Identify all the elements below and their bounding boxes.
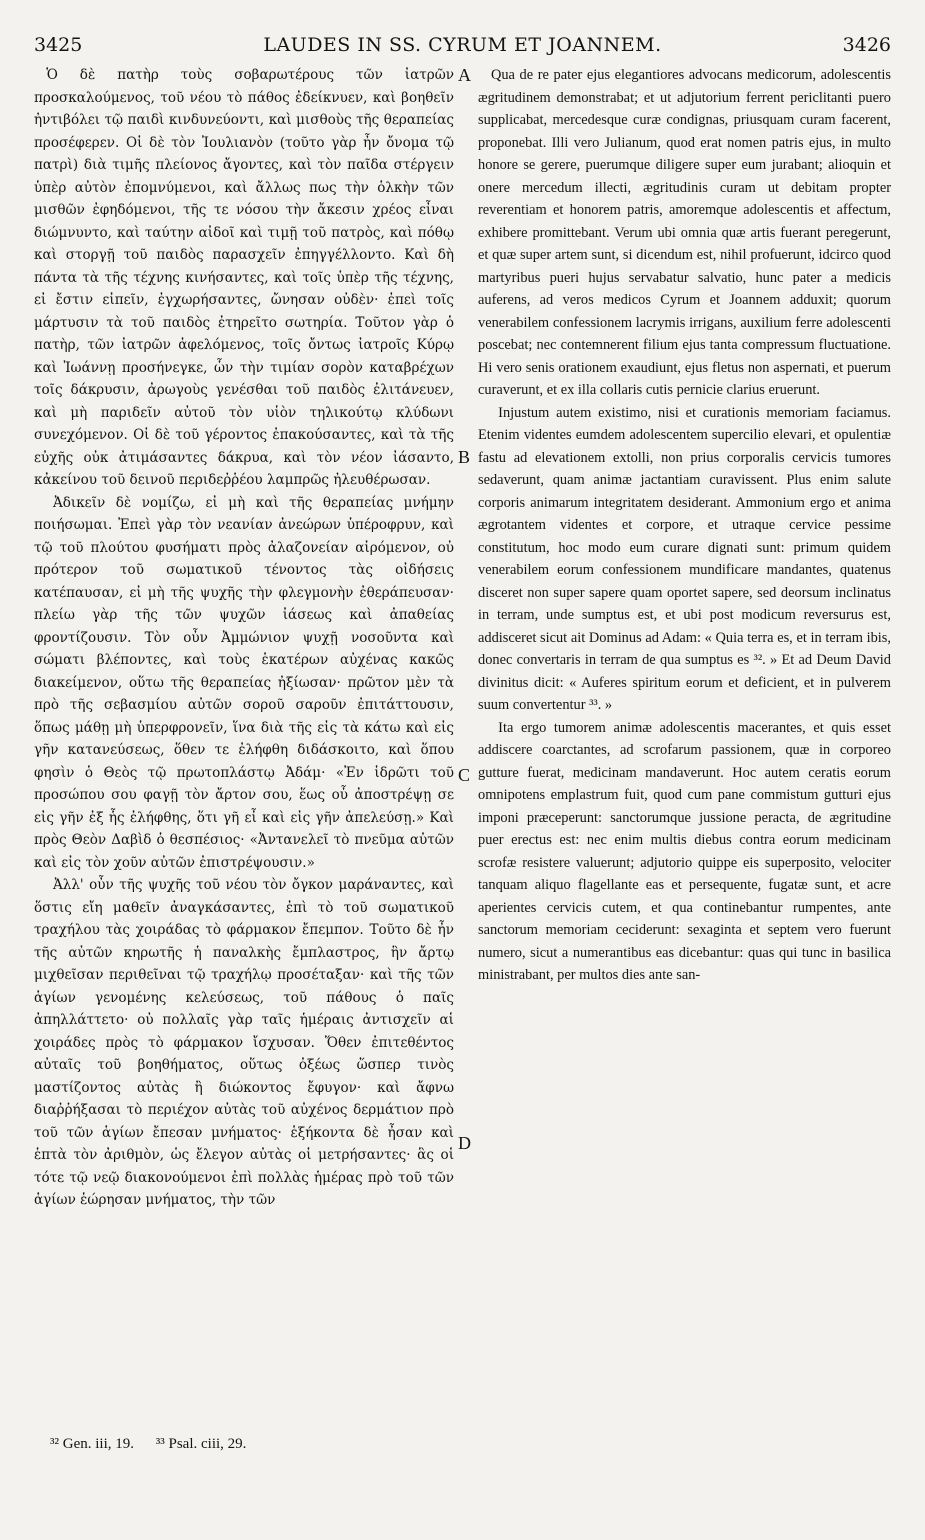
greek-paragraph-2: Ἀδικεῖν δὲ νομίζω, εἰ μὴ καὶ τῆς θεραπείας μνήμην ποιήσωμαι. Ἐπεὶ γὰρ τὸν νεανίαν ἀνεώρων ὑπέροφρυν, καὶ τῷ τοῦ πλούτου φυσήματι πρὸς ἀλαζονείαν αἰρόμενον, οὐ πρότερον τοῦ σωματικοῦ τένοντος τὰς οἰδήσεις κατέπαυσαν, εἰ μὴ τῆς ψυχῆς τὴν φλεγμονὴν ἐθεράπευσαν· πλείω γὰρ τῆς τῶν ψυχῶν ἰάσεως καὶ ἀπαθείας φροντίζουσιν. Τὸν οὖν Ἀμμώνιον ψυχῇ νοσοῦντα καὶ σώματι βλέποντες, καὶ τοὺς ἑκατέρων αὐχένας κακῶς διακείμενον, οὕτω τῆς θεραπείας ἠξίωσαν· πρῶτον μὲν τὰ πρὸ τῆς σεβασμίου αὐτῶν σοροῦ σαροῦν ἐπιτάττουσιν, ὅπως μάθῃ μὴ ὑπερφρονεῖν, ἵνα διὰ τῆς εἰς τὰ κάτω καὶ εἰς γῆν κατανεύσεως, ὅθεν τε ἐλήφθη διδάσκοιτο, καὶ ὅπου φησὶν ὁ Θεὸς τῷ πρωτοπλάστῳ Ἀδάμ· «Ἐν ἱδρῶτι τοῦ προσώπου σου φαγῇ τὸν ἄρτον σου, ἕως οὗ ἀποστρέψῃ σε εἰς γῆν ἐξ ἧς ἐλήφθης, ὅτι γῆ εἶ καὶ εἰς γῆν ἀπελεύσῃ.» Καὶ πρὸς Θεὸν Δαβὶδ ὁ θεσπέσιος· «Ἀντανελεῖ τὸ πνεῦμα αὐτῶν καὶ εἰς τὸν χοῦν αὐτῶν ἐπιστρέψουσιν.» <box>34 494 454 871</box>
latin-paragraph-1: Qua de re pater ejus elegantiores advocans medicorum, adolescentis ægritudinem demonstrabat; et ut adjutorium ferrent periclitanti puero supplicabat, mercedesque curæ condignas, priusquam curam facerent, proponebat. Illi vero Julianum, quod erat nomen patris ejus, in multo honore se gerere, puerumque diligere super eum jurabant; alioquin et onere mercedum illecti, ægritudinis curam ut debitam propter reverentiam et honorem patris, amoremque adolescentis et affectum, exhibere promittebant. Verum ubi omnia quæ artis fuerant peregerunt, et quæ super artem sunt, si dicendum est, nihil profuerunt, idcirco quod martyribus pueri hujus servabatur salvatio, hunc pater a medicis auferens, ad veros medicos Cyrum et Joannem adduxit; quorum venerabilem confessionem lacrymis irrigans, auxilium ferre adolescenti poscebat; nec contemnerent filium ejus tanta compressum fluctuatione. Hi vero senis orationem exaudiunt, ejus fletus non aspernati, et puerum curaverunt, et ex illa collaris cutis pernicie clarius eruerunt. <box>478 67 891 398</box>
latin-column <box>478 64 891 987</box>
margin-marker-b: B <box>458 447 471 467</box>
left-page-number: 3425 <box>34 34 83 56</box>
margin-marker-d: D <box>458 1133 471 1153</box>
footnotes <box>50 1436 264 1453</box>
greek-paragraph-1: Ὁ δὲ πατὴρ τοὺς σοβαρωτέρους τῶν ἰατρῶν προσκαλούμενος, τοῦ νέου τὸ πάθος ἐδείκνυεν, καὶ βοηθεῖν ἠντιβόλει τῷ παιδὶ κινδυνεύοντι, καὶ μισθοὺς τῆς θεραπείας προσέφερεν. Οἱ δὲ τὸν Ἰουλιανὸν (τοῦτο γὰρ ἦν ὄνομα τῷ πατρὶ) διὰ τιμῆς πλείονος ἄγοντες, καὶ τὸν παῖδα στέργειν ὑπὲρ αὐτὸν ἐπομνύμενοι, καὶ ἄλλως πως τὴν ὁλκὴν τῶν μισθῶν ἐφηδόμενοι, τῆς τε νόσου τὴν ἄκεσιν χρέος εἶναι διώμνυντο, καὶ ταύτην αἰδοῖ καὶ τιμῇ τοῦ πατρὸς, καὶ πόθῳ καὶ στοργῇ τοῦ παιδὸς παρασχεῖν ἐπηγγέλλοντο. Καὶ δὴ πάντα τὰ τῆς τέχνης κινήσαντες, καὶ τοῖς ὑπὲρ τῆς τέχνης, εἰ ἔστιν εἰπεῖν, ἐγχωρήσαντες, ὤνησαν οὐδὲν· ἐπεὶ τοῖς μάρτυσιν τὰ τοῦ παιδὸς ἐτηρεῖτο σωτηρία. Τοῦτον γὰρ ὁ πατὴρ, τῶν ἰατρῶν ἀφελόμενος, τοῖς ὄντως ἰατροῖς Κύρῳ καὶ Ἰωάννῃ προσήνεγκε, ὧν τὴν τιμίαν σορὸν καταβρέχων τοῖς δάκρυσιν, ἀρωγοὺς γενέσθαι τοῦ παιδὸς ἐλιτάνευεν, καὶ μὴ παριδεῖν αὐτοῦ τὸν υἱὸν τηλικούτῳ κλύδωνι συνεχόμενον. Οἱ δὲ τοῦ γέροντος ἐπακούσαντες, καὶ τὰ τῆς εὐχῆς οὐκ ἀτιμάσαντες δάκρυα, καὶ τὸν νέον ἰάσαντο, κἀκείνου τοῦ δεινοῦ περιδεῤῥέου λαμπρῶς ἠλευθέρωσαν. <box>34 67 454 488</box>
greek-paragraph-3: Ἀλλ' οὖν τῆς ψυχῆς τοῦ νέου τὸν ὄγκον μαράναντες, καὶ ὅστις εἴη μαθεῖν ἀναγκάσαντες, ἐπὶ τὸ τοῦ σωματικοῦ τραχήλου τὰς χοιράδας τὸ φάρμακον ἔπεμπον. Τοῦτο δὲ ἦν τῆς αὐτῶν κηρωτῆς ἡ παναλκὴς ἔμπλαστρος, ἣν ἄρτῳ μιχθεῖσαν περιθεῖναι τῷ τραχήλῳ προσέταξαν· καὶ τῆς τῶν ἁγίων γενομένης κελεύσεως, τοῦ πάθους ὁ παῖς ἀπηλλάττετο· οὐ πολλαῖς γὰρ ταῖς ἡμέραις ἀντισχεῖν αἱ χοιράδες πρὸς τὸ φάρμακον ἴσχυσαν. Ὅθεν ἐπιτεθέντος αὐταῖς τοῦ βοηθήματος, οὕτως ὀξέως ὥσπερ τινὸς μαστίζοντος αὐτὰς ἢ διώκοντος ἔφυγον· καὶ ἄφνω διαῤῥήξασαι τὸ περιέχον αὐτὰς τοῦ αὐχένος δερμάτιον πρὸ τοῦ τῶν ἁγίων ἔπεσαν μνήματος· ἑξήκοντα δὲ ἦσαν καὶ ἑπτὰ τὸν ἀριθμὸν, ὡς ἔλεγον αὐτὰς οἱ μετρήσαντες· ἃς οἱ τότε τῷ νεῷ διακονούμενοι ἐπὶ πολλὰς ἡμέρας πρὸ τοῦ τῶν ἁγίων ἑώρησαν μνήματος, τὴν τῶν <box>34 877 454 1208</box>
running-title: LAUDES IN SS. CYRUM ET JOANNEM. <box>263 34 662 56</box>
page-header <box>34 34 891 60</box>
right-page-number: 3426 <box>842 34 891 56</box>
latin-paragraph-2: Injustum autem existimo, nisi et curationis memoriam faciamus. Etenim videntes eumdem adolescentem supercilio elevari, et opulentiæ fastu ad elevationem extolli, non prius corporalis cervicis tumores sedaverunt, quam animæ jactantiam curavissent. Plus enim salute corporis animarum integritatem desiderant. Ammonium ergo et anima ægrotantem videntes et corpore, et utraque cervice pessime constitutum, hoc modo eum curare dignati sunt: primum quidem venerabilem eorum confessionem mundificare mandantes, quatenus disceret non super sapere quam oportet sapere, sed deorsum inclinatus in terram, unde sumptus est, et ubi post modicum reversurus est, addisceret sicut ait Dominus ad Adam: « Quia terra es, et in terram ibis, donec convertaris in terram de qua sumptus es ³². » Et ad Deum David divinitus dicit: « Auferes spiritum eorum et deficient, et in pulverem suum convertentur ³³. » <box>478 404 891 713</box>
footnote-32: ³² Gen. iii, 19. <box>50 1436 134 1452</box>
greek-column <box>34 64 454 1212</box>
latin-paragraph-3: Ita ergo tumorem animæ adolescentis macerantes, et quis esset addiscere coarctantes, ad scrofarum passionem, quæ in corporeo gutture fuerat, medicinam mandaverunt. Hoc autem ceratis eorum omnipotens emplastrum fuit, quod cum pane commistum gutturi ejus imponi præceperunt: sanctorumque jussione peracta, de ægritudine puer erectus est: nec enim multis diebus contra eorum medicinam scrofæ resistere valuerunt; adjutorio quippe eis superposito, velociter tanquam aliquo flagellante eas et persequente, fugatæ sunt, et acre aperientes cervicis cutem, et qua continebantur rumpentes, ante sanctorum memoriam ceciderunt: sexaginta et septem vero fuerunt numero, sicut a numerantibus eas dicebantur: quas qui tunc in basilica ministrabant, per multos dies ante san- <box>478 719 891 983</box>
margin-marker-c: C <box>458 765 471 785</box>
footnote-33: ³³ Psal. ciii, 29. <box>155 1436 247 1452</box>
margin-marker-a: A <box>458 65 471 85</box>
